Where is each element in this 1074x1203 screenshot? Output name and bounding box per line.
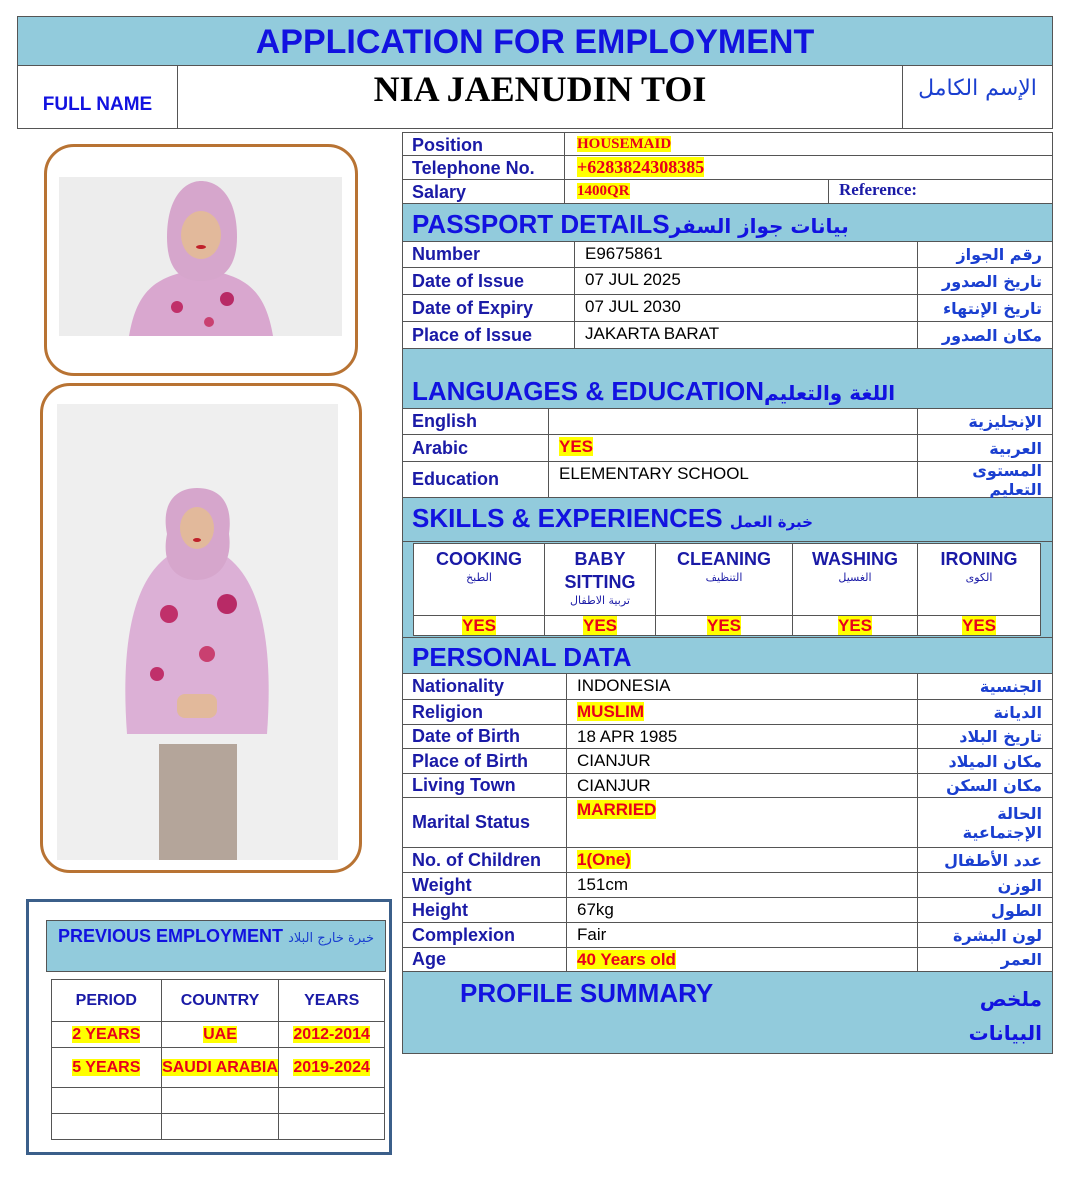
full-name-row	[17, 65, 1053, 129]
row-label: Complexion	[403, 923, 567, 947]
row-label-ar: مكان الميلاد	[917, 749, 1052, 773]
table-cell: UAE	[161, 1022, 279, 1048]
passport-section-header	[402, 204, 1053, 242]
row-label-ar: رقم الجواز	[917, 242, 1052, 267]
col-period: PERIOD	[52, 980, 162, 1022]
languages-title: LANGUAGES & EDUCATION	[412, 376, 764, 406]
skill-column	[793, 544, 918, 635]
row-label-ar: مكان السكن	[917, 774, 1052, 797]
previous-employment-title-ar: خبرة خارج البلاد	[288, 931, 374, 946]
row-label: Date of Birth	[403, 725, 567, 748]
row-label-ar: المستوى التعليم	[917, 462, 1052, 497]
personal-row	[402, 923, 1053, 948]
position-row	[402, 132, 1053, 156]
row-label: Place of Issue	[403, 322, 575, 348]
row-value: 40 Years old	[577, 950, 676, 969]
row-label: No. of Children	[403, 848, 567, 872]
row-label: Religion	[403, 700, 567, 724]
skills-table	[413, 543, 1041, 636]
row-label: Arabic	[403, 435, 549, 461]
previous-employment-table	[51, 979, 385, 1140]
row-value: ELEMENTARY SCHOOL	[559, 464, 749, 483]
row-label-ar: تاريخ البلاد	[917, 725, 1052, 748]
row-label-ar: الحالة الإجتماعية	[917, 798, 1052, 847]
row-label-ar: تاريخ الإنتهاء	[917, 295, 1052, 321]
languages-section-header	[402, 349, 1053, 409]
row-value: CIANJUR	[577, 776, 651, 795]
row-label-ar: الإنجليزية	[917, 409, 1052, 434]
languages-title-ar: اللغة والتعليم	[763, 381, 896, 405]
row-label: Nationality	[403, 674, 567, 699]
row-label: Marital Status	[403, 798, 567, 847]
table-cell: 5 YEARS	[52, 1048, 162, 1088]
row-label-ar: الجنسية	[917, 674, 1052, 699]
row-value: MUSLIM	[577, 702, 645, 721]
full-name-label-ar: الإسم الكامل	[902, 66, 1052, 128]
table-cell: SAUDI ARABIA	[161, 1048, 279, 1088]
profile-summary-title-ar: ملخص البيانات	[968, 987, 1042, 1045]
full-body-photo-frame	[40, 383, 362, 873]
row-value: 18 APR 1985	[577, 727, 678, 746]
row-label: Living Town	[403, 774, 567, 797]
row-value: MARRIED	[577, 800, 657, 819]
row-label-ar: عدد الأطفال	[917, 848, 1052, 872]
row-label: Weight	[403, 873, 567, 897]
languages-row	[402, 435, 1053, 462]
skill-value: YES	[656, 615, 792, 637]
previous-employment-header	[46, 920, 386, 972]
row-label: Education	[403, 462, 549, 497]
skill-name-ar: تربية الاطفال	[570, 594, 630, 607]
skill-name: IRONING	[940, 549, 1018, 569]
telephone-label: Telephone No.	[403, 156, 565, 179]
row-value: Fair	[577, 925, 607, 944]
row-value: YES	[559, 437, 594, 456]
row-label-ar: العربية	[917, 435, 1052, 461]
telephone-row	[402, 156, 1053, 180]
skill-name-ar: الكوى	[965, 571, 993, 584]
position-label: Position	[403, 133, 565, 155]
table-cell: 2019-2024	[279, 1048, 385, 1088]
table-row	[52, 1114, 385, 1140]
skill-column	[656, 544, 793, 635]
col-years: YEARS	[279, 980, 385, 1022]
skill-value: YES	[918, 615, 1040, 637]
row-value: CIANJUR	[577, 751, 651, 770]
row-label-ar: تاريخ الصدور	[917, 268, 1052, 294]
personal-row	[402, 873, 1053, 898]
personal-row	[402, 848, 1053, 873]
personal-row	[402, 700, 1053, 725]
full-body-photo	[57, 404, 338, 860]
profile-summary-title: PROFILE SUMMARY	[460, 978, 714, 1008]
full-name-value: NIA JAENUDIN TOI	[373, 69, 707, 109]
row-value: 1(One)	[577, 850, 631, 869]
row-label: Height	[403, 898, 567, 922]
row-label-ar: الوزن	[917, 873, 1052, 897]
personal-title: PERSONAL DATA	[412, 642, 632, 672]
skills-section-header	[402, 498, 1053, 542]
languages-row	[402, 462, 1053, 498]
row-value: 67kg	[577, 900, 614, 919]
form-title: APPLICATION FOR EMPLOYMENT	[17, 16, 1053, 66]
languages-row	[402, 409, 1053, 435]
skill-name: CLEANING	[677, 549, 771, 569]
skills-title-ar: خبرة العمل	[729, 513, 813, 531]
row-label: English	[403, 409, 549, 434]
personal-row	[402, 725, 1053, 749]
table-cell: 2 YEARS	[52, 1022, 162, 1048]
skill-value: YES	[793, 615, 917, 637]
skill-value: YES	[414, 615, 544, 637]
personal-row	[402, 774, 1053, 798]
skill-name-ar: الطبخ	[466, 571, 492, 584]
row-value: JAKARTA BARAT	[585, 324, 720, 343]
personal-row	[402, 898, 1053, 923]
table-row	[52, 1022, 385, 1048]
row-label: Date of Issue	[403, 268, 575, 294]
personal-row	[402, 674, 1053, 700]
row-label: Age	[403, 948, 567, 971]
previous-employment-box	[26, 899, 392, 1155]
salary-value: 1400QR	[577, 183, 630, 199]
skill-name: COOKING	[435, 549, 522, 569]
passport-title-ar: بيانات جواز السفر	[669, 214, 849, 238]
row-label-ar: العمر	[917, 948, 1052, 971]
passport-row	[402, 242, 1053, 268]
skill-value: YES	[545, 615, 655, 637]
table-row	[52, 1088, 385, 1114]
row-label: Place of Birth	[403, 749, 567, 773]
skill-name-ar: الغسيل	[838, 571, 872, 584]
row-label-ar: مكان الصدور	[917, 322, 1052, 348]
row-value: 07 JUL 2030	[585, 297, 681, 316]
salary-row	[402, 180, 1053, 204]
portrait-photo	[59, 177, 342, 336]
row-label: Date of Expiry	[403, 295, 575, 321]
row-value: E9675861	[585, 244, 663, 263]
skill-name-ar: التنظيف	[705, 571, 743, 584]
passport-title: PASSPORT DETAILS	[412, 209, 670, 239]
skills-table-wrapper	[402, 542, 1053, 638]
table-cell: 2012-2014	[279, 1022, 385, 1048]
row-value: INDONESIA	[577, 676, 671, 695]
table-row	[52, 1048, 385, 1088]
row-label-ar: الطول	[917, 898, 1052, 922]
full-name-label: FULL NAME	[18, 66, 178, 128]
skill-name: BABY SITTING	[564, 549, 636, 592]
personal-row	[402, 798, 1053, 848]
personal-row	[402, 948, 1053, 972]
skill-column	[918, 544, 1040, 635]
telephone-value: +6283824308385	[577, 157, 705, 177]
row-value: 151cm	[577, 875, 629, 894]
personal-row	[402, 749, 1053, 774]
position-value: HOUSEMAID	[577, 136, 672, 152]
personal-section-header	[402, 638, 1053, 674]
skill-name: WASHING	[811, 549, 898, 569]
row-value: 07 JUL 2025	[585, 270, 681, 289]
skills-title: SKILLS & EXPERIENCES	[412, 503, 723, 533]
salary-label: Salary	[403, 180, 565, 203]
row-label: Number	[403, 242, 575, 267]
reference-label: Reference:	[828, 180, 1052, 203]
passport-row	[402, 322, 1053, 349]
col-country: COUNTRY	[161, 980, 279, 1022]
skill-column	[545, 544, 656, 635]
row-label-ar: لون البشرة	[917, 923, 1052, 947]
passport-row	[402, 295, 1053, 322]
profile-summary-section	[402, 972, 1053, 1054]
passport-row	[402, 268, 1053, 295]
row-label-ar: الديانة	[917, 700, 1052, 724]
previous-employment-title: PREVIOUS EMPLOYMENT	[58, 926, 284, 946]
row-value	[549, 409, 559, 434]
portrait-photo-frame	[44, 144, 358, 376]
skill-column	[414, 544, 545, 635]
